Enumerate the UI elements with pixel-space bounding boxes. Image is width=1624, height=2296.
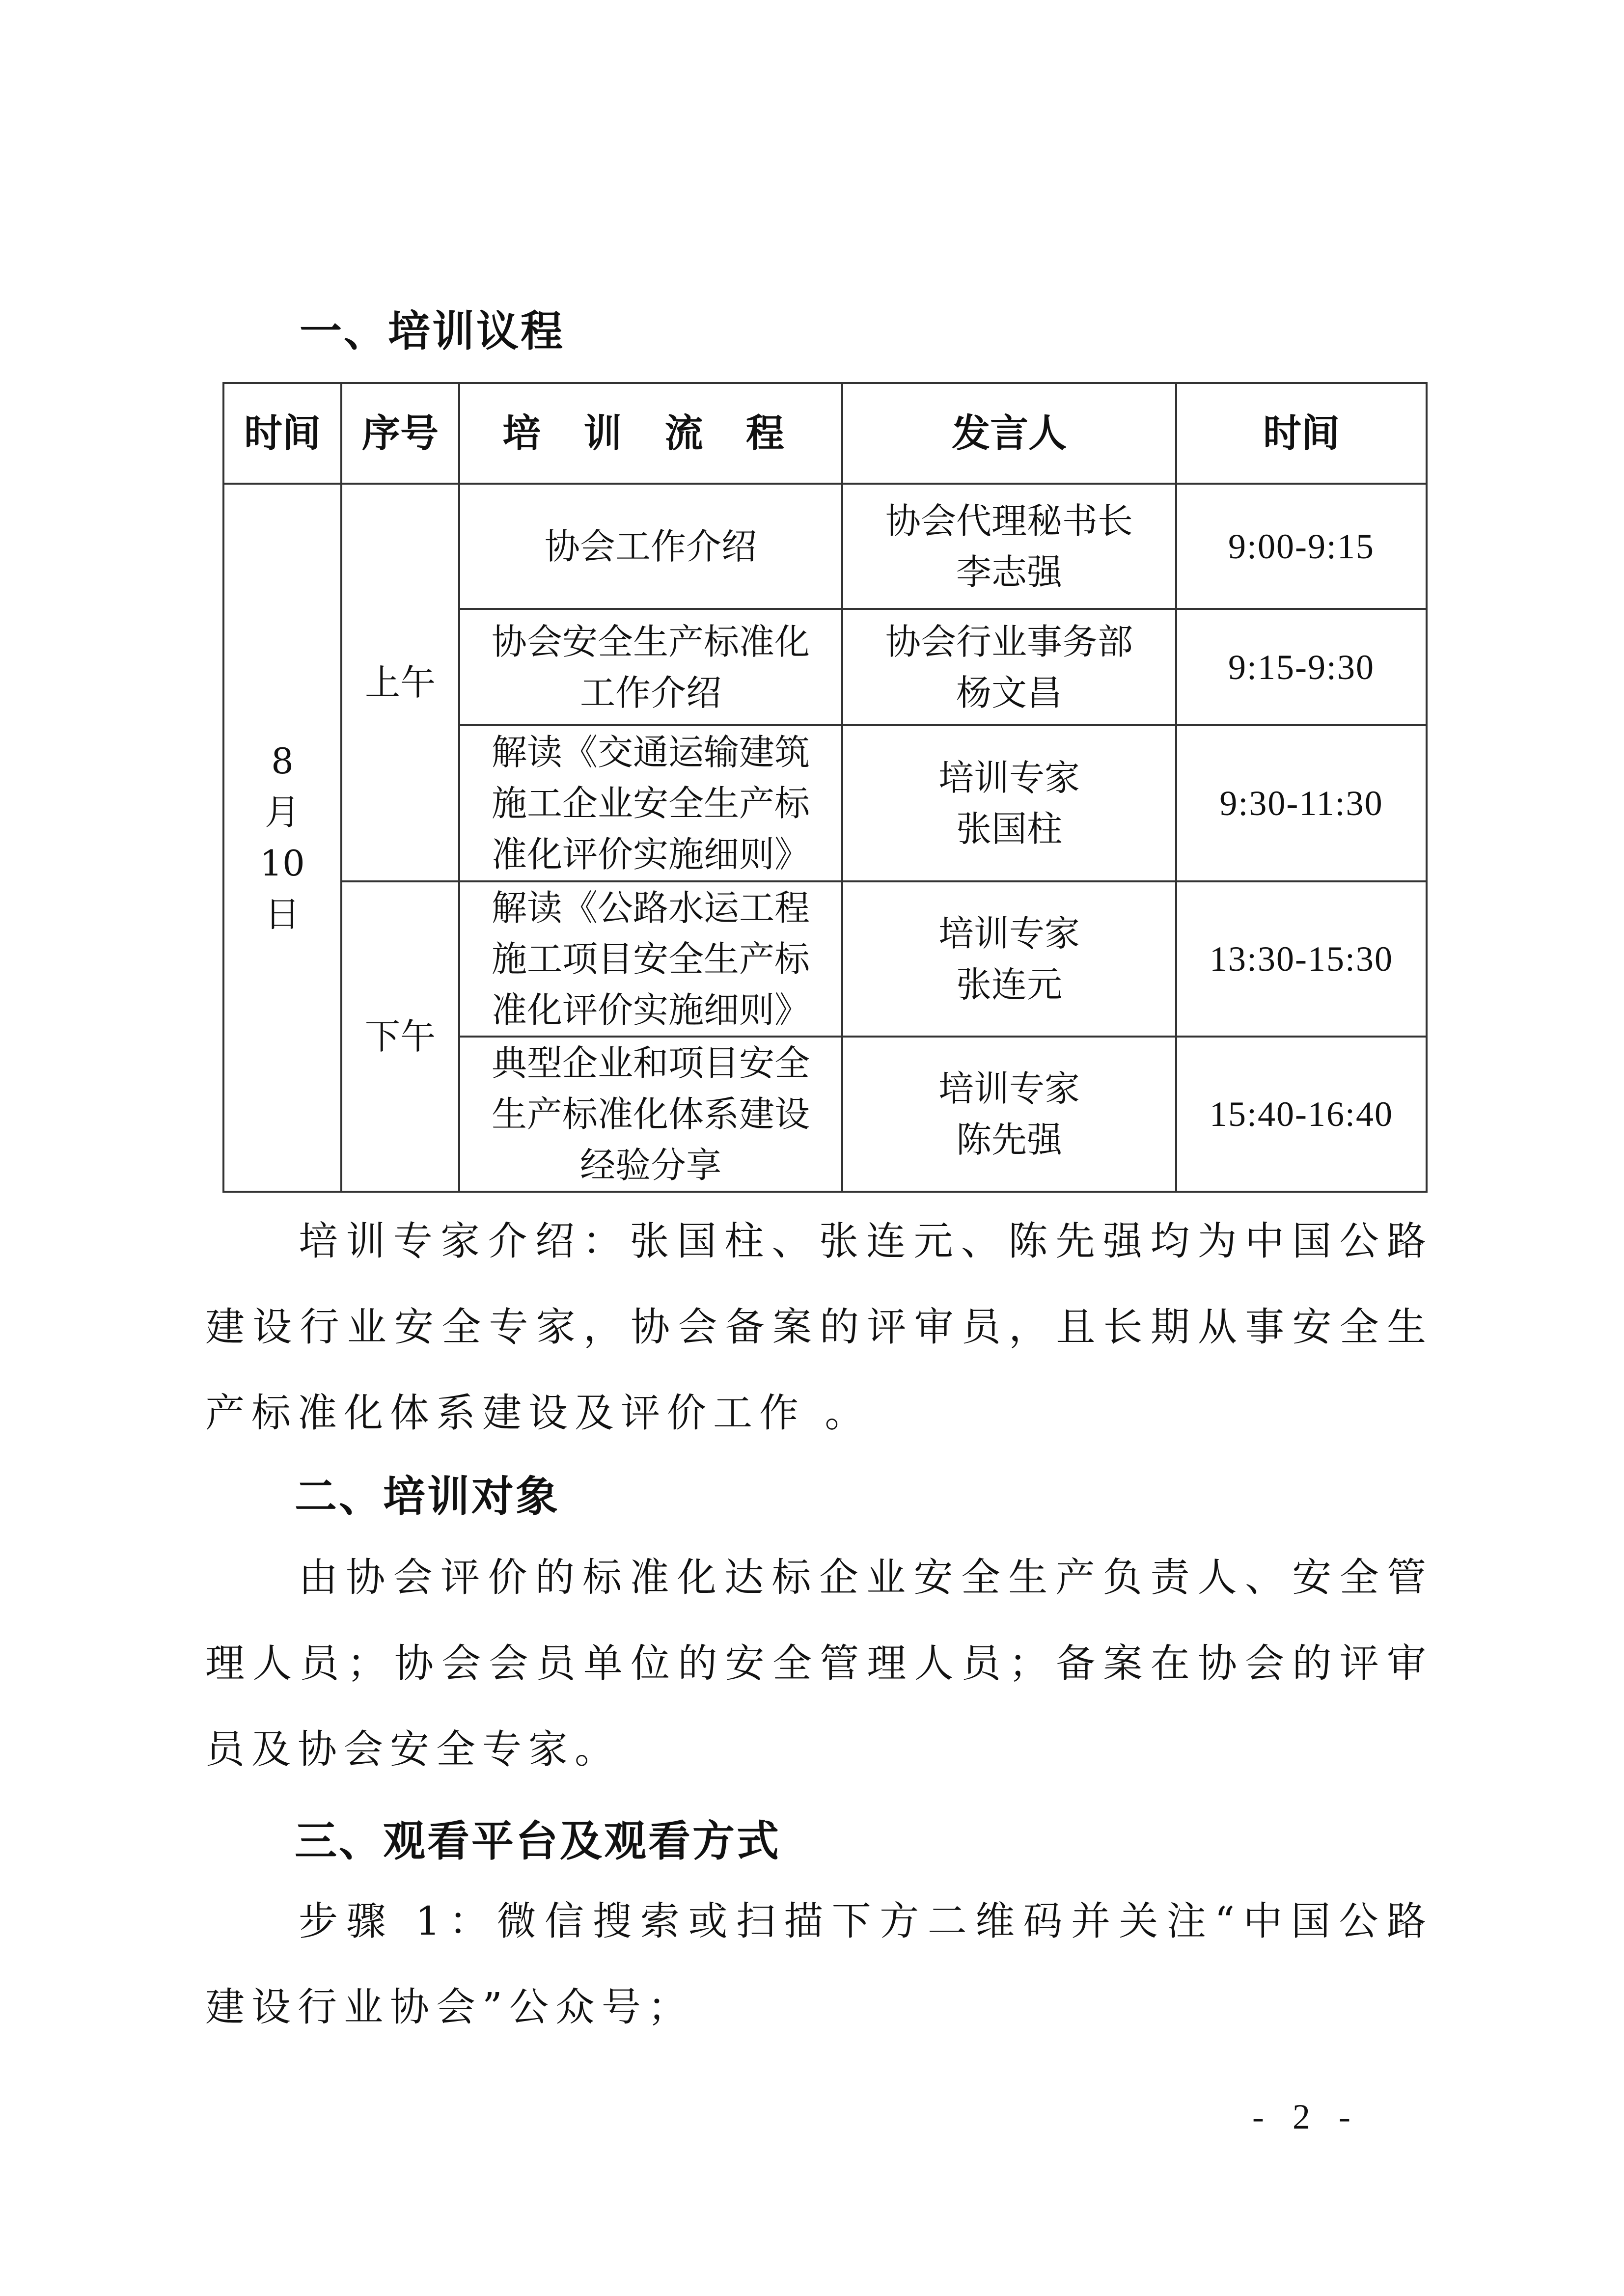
topic-cell: 解读《公路水运工程 施工项目安全生产标 准化评价实施细则》 [459, 881, 842, 1037]
section-heading-audience: 二、培训对象 [295, 1472, 560, 1521]
topic-cell: 典型企业和项目安全 生产标准化体系建设 经验分享 [459, 1037, 842, 1192]
step1-paragraph: 步骤 1：微信搜索或扫描下方二维码并关注“中国公路建设行业协会”公众号； [205, 1898, 1433, 2030]
audience-paragraph: 由协会评价的标准化达标企业安全生产负责人、安全管理人员；协会会员单位的安全管理人员；备案在协会的评审员及协会安全专家。 [205, 1555, 1433, 1772]
page-number: - 2 - [1252, 2097, 1360, 2136]
section-heading-agenda: 一、培训议程 [300, 307, 565, 356]
period-afternoon: 下午 [341, 881, 459, 1192]
speaker-cell: 培训专家 陈先强 [842, 1037, 1176, 1192]
section-heading-platform: 三、观看平台及观看方式 [295, 1817, 781, 1866]
topic-cell: 解读《交通运输建筑 施工企业安全生产标 准化评价实施细则》 [459, 725, 842, 881]
topic-cell: 协会工作介绍 [459, 484, 842, 609]
header-date: 时间 [223, 383, 341, 484]
period-morning: 上午 [341, 484, 459, 881]
time-cell: 9:15-9:30 [1176, 609, 1427, 725]
header-period: 序号 [341, 383, 459, 484]
experts-paragraph: 培训专家介绍：张国柱、张连元、陈先强均为中国公路建设行业安全专家，协会备案的评审员，且长期从事安全生产标准化体系建设及评价工作 。 [205, 1218, 1433, 1436]
header-speaker: 发言人 [842, 383, 1176, 484]
time-cell: 13:30-15:30 [1176, 881, 1427, 1037]
speaker-cell: 培训专家 张国柱 [842, 725, 1176, 881]
date-cell: 8 月 10 日 [223, 484, 341, 1192]
time-cell: 9:30-11:30 [1176, 725, 1427, 881]
time-cell: 15:40-16:40 [1176, 1037, 1427, 1192]
time-cell: 9:00-9:15 [1176, 484, 1427, 609]
table-row [223, 484, 1427, 609]
header-time: 时间 [1176, 383, 1427, 484]
topic-cell: 协会安全生产标准化 工作介绍 [459, 609, 842, 725]
agenda-table [222, 382, 1428, 1193]
header-topic: 培 训 流 程 [459, 383, 842, 484]
speaker-cell: 协会代理秘书长 李志强 [842, 484, 1176, 609]
speaker-cell: 协会行业事务部 杨文昌 [842, 609, 1176, 725]
table-row [223, 881, 1427, 1037]
table-header-row [223, 383, 1427, 484]
speaker-cell: 培训专家 张连元 [842, 881, 1176, 1037]
